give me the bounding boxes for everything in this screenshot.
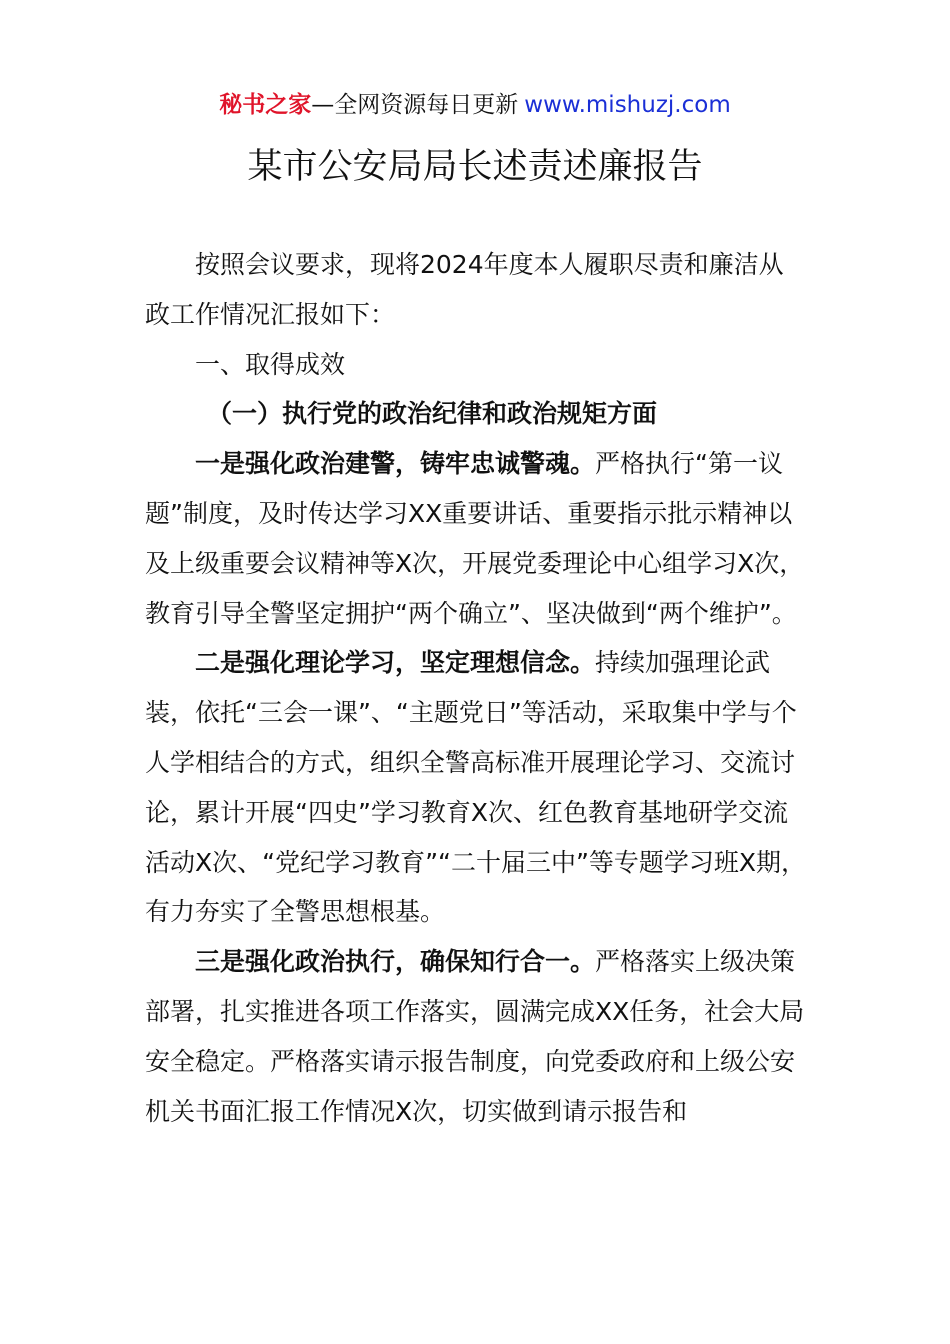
section-heading: 一、取得成效 bbox=[195, 349, 346, 379]
site-name: 秘书之家 bbox=[219, 92, 312, 118]
paragraph-lead: 三是强化政治执行，确保知行合一。 bbox=[195, 947, 596, 977]
paragraph-lead: 一是强化政治建警，铸牢忠诚警魂。 bbox=[195, 449, 596, 479]
paragraph-text: 持续加强理论武装，依托“三会一课”、“主题党日”等活动，采取集中学与个人学相结合的方式，组织全警高标准开展理论学习、交流讨论，累计开展“四史”学习教育X次、红色教育基地研学交流活动X次、“党纪学习教育”“二十届三中”等专题学习班X期，有力夯实了全警思想根基。 bbox=[145, 648, 807, 927]
body-paragraph-1 bbox=[145, 439, 807, 638]
document-title: 某市公安局局长述责述廉报告 bbox=[247, 147, 703, 187]
intro-paragraph: 按照会议要求，现将2024年度本人履职尽责和廉洁从政工作情况汇报如下： bbox=[145, 250, 784, 329]
site-header bbox=[0, 88, 950, 122]
body-paragraph-2 bbox=[145, 638, 807, 937]
site-url-link[interactable]: www.mishuzj.com bbox=[524, 92, 731, 118]
paragraph-lead: 二是强化理论学习，坚定理想信念。 bbox=[195, 648, 596, 678]
paragraph-text: 严格执行“第一议题”制度，及时传达学习XX重要讲话、重要指示批示精神以及上级重要会议精神等X次，开展党委理论中心组学习X次，教育引导全警坚定拥护“两个确立”、坚决做到“两个维护”。 bbox=[145, 449, 805, 628]
site-tagline: —全网资源每日更新 bbox=[311, 92, 519, 118]
subsection-heading: （一）执行党的政治纪律和政治规矩方面 bbox=[207, 399, 658, 429]
document-body bbox=[145, 240, 807, 1136]
body-paragraph-3 bbox=[145, 937, 807, 1136]
paragraph-text: 严格落实上级决策部署，扎实推进各项工作落实，圆满完成XX任务，社会大局安全稳定。严格落实请示报告制度，向党委政府和上级公安机关书面汇报工作情况X次，切实做到请示报告和 bbox=[145, 947, 805, 1126]
